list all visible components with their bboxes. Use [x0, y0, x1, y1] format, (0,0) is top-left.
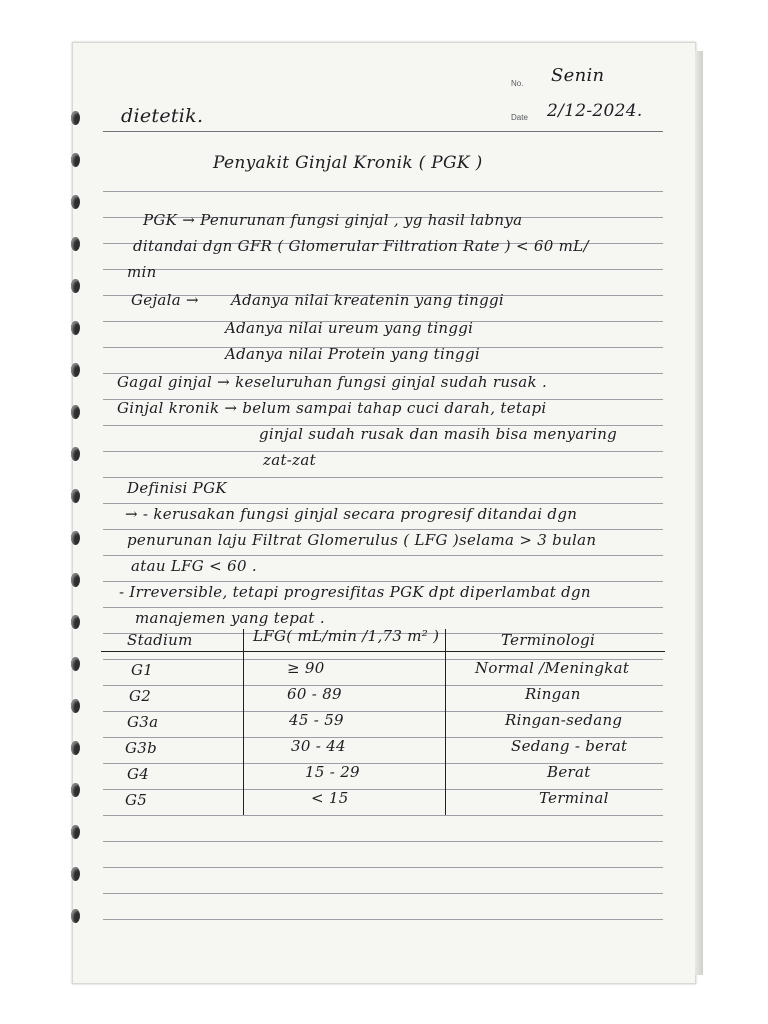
gejala-item: Adanya nilai Protein yang tinggi	[225, 345, 480, 363]
header-rule	[103, 131, 663, 132]
table-header-rule	[101, 651, 665, 652]
note-line: → - kerusakan fungsi ginjal secara progresif ditandai dgn	[125, 505, 578, 523]
gejala-label: Gejala →	[131, 291, 199, 309]
note-line: - Irreversible, tetapi progresifitas PGK dpt diperlambat dgn	[119, 583, 591, 601]
punch-hole	[71, 279, 80, 293]
punch-hole	[71, 825, 80, 839]
note-line: penurunan laju Filtrat Glomerulus ( LFG )selama > 3 bulan	[127, 531, 597, 549]
table-cell-stadium: G3b	[125, 739, 158, 757]
punch-hole	[71, 405, 80, 419]
ruled-line	[103, 451, 663, 452]
table-cell-terminologi: Normal /Meningkat	[475, 659, 630, 677]
punch-hole	[71, 615, 80, 629]
page-title: Penyakit Ginjal Kronik ( PGK )	[213, 153, 483, 173]
punch-hole	[71, 111, 80, 125]
gejala-item: Adanya nilai ureum yang tinggi	[225, 319, 474, 337]
no-value: Senin	[551, 65, 605, 86]
table-cell-lfg: 30 - 44	[291, 737, 346, 755]
punch-hole	[71, 867, 80, 881]
punch-hole	[71, 363, 80, 377]
table-cell-terminologi: Ringan	[525, 685, 581, 703]
notebook-page	[72, 42, 696, 984]
date-value: 2/12-2024.	[547, 101, 643, 121]
ruled-line	[103, 477, 663, 478]
definisi-label: Definisi PGK	[127, 479, 227, 497]
ruled-line	[103, 893, 663, 894]
note-line: zat-zat	[263, 451, 316, 469]
ruled-line	[103, 503, 663, 504]
note-line: min	[127, 263, 157, 281]
table-cell-lfg: 60 - 89	[287, 685, 342, 703]
note-line: manajemen yang tepat .	[135, 609, 325, 627]
punch-hole	[71, 237, 80, 251]
note-line: PGK → Penurunan fungsi ginjal , yg hasil labnya	[143, 211, 523, 229]
table-cell-stadium: G4	[127, 765, 150, 783]
punch-hole	[71, 195, 80, 209]
table-cell-stadium: G2	[129, 687, 152, 705]
punch-hole	[71, 657, 80, 671]
punch-hole	[71, 531, 80, 545]
punch-hole	[71, 909, 80, 923]
page-edge	[695, 51, 703, 975]
ruled-line	[103, 529, 663, 530]
table-cell-lfg: < 15	[311, 789, 349, 807]
punch-hole	[71, 489, 80, 503]
table-cell-terminologi: Sedang - berat	[511, 737, 628, 755]
ruled-line	[103, 867, 663, 868]
table-cell-lfg: 45 - 59	[289, 711, 344, 729]
note-line: Gagal ginjal → keseluruhan fungsi ginjal sudah rusak .	[117, 373, 548, 391]
punch-hole	[71, 699, 80, 713]
ruled-line	[103, 581, 663, 582]
punch-hole	[71, 321, 80, 335]
ruled-line	[103, 815, 663, 816]
ruled-line	[103, 607, 663, 608]
ruled-line	[103, 919, 663, 920]
ruled-line	[103, 841, 663, 842]
punch-hole	[71, 153, 80, 167]
no-label: No.	[511, 79, 524, 88]
note-line: ginjal sudah rusak dan masih bisa menyaring	[259, 425, 618, 443]
table-cell-lfg: ≥ 90	[287, 659, 325, 677]
table-cell-lfg: 15 - 29	[305, 763, 360, 781]
subject-label: dietetik.	[121, 105, 204, 127]
table-cell-stadium: G3a	[127, 713, 159, 731]
table-header-terminologi: Terminologi	[501, 631, 596, 649]
table-header-lfg: LFG( mL/min /1,73 m² )	[253, 627, 440, 645]
table-cell-terminologi: Terminal	[539, 789, 609, 807]
ruled-line	[103, 269, 663, 270]
punch-hole	[71, 783, 80, 797]
ruled-line	[103, 555, 663, 556]
ruled-line	[103, 191, 663, 192]
table-column-rule	[243, 629, 244, 815]
table-cell-terminologi: Berat	[547, 763, 591, 781]
note-line: Ginjal kronik → belum sampai tahap cuci darah, tetapi	[117, 399, 547, 417]
note-line: ditandai dgn GFR ( Glomerular Filtration Rate ) < 60 mL/	[133, 237, 589, 255]
punch-hole	[71, 741, 80, 755]
table-cell-terminologi: Ringan-sedang	[505, 711, 623, 729]
table-header-stadium: Stadium	[127, 631, 193, 649]
table-column-rule	[445, 629, 446, 815]
gejala-item: Adanya nilai kreatenin yang tinggi	[231, 291, 504, 309]
punch-hole	[71, 573, 80, 587]
punch-hole	[71, 447, 80, 461]
table-cell-stadium: G5	[125, 791, 148, 809]
date-label: Date	[511, 113, 528, 122]
table-cell-stadium: G1	[131, 661, 154, 679]
note-line: atau LFG < 60 .	[131, 557, 257, 575]
